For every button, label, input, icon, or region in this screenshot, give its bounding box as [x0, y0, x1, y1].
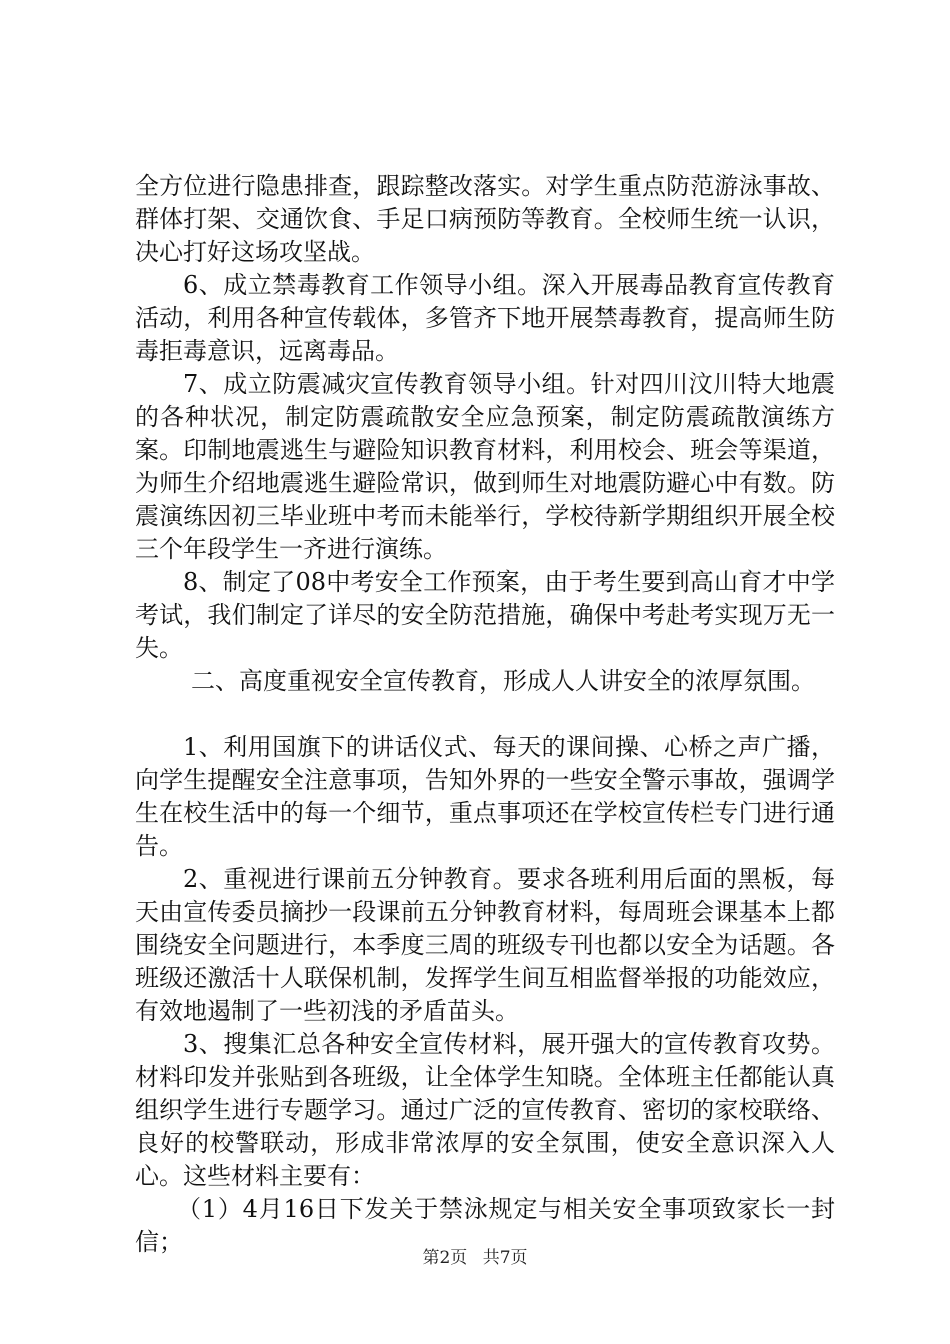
section-heading-2: 二、高度重视安全宣传教育，形成人人讲安全的浓厚氛围。	[191, 667, 815, 695]
document-body	[135, 170, 835, 1259]
page-footer	[0, 1243, 950, 1268]
page-number-total: 共7页	[482, 1248, 528, 1268]
paragraph-item-2: 2、重视进行课前五分钟教育。要求各班利用后面的黑板，每天由宣传委员摘抄一段课前五分钟教育材料，每周班会课基本上都围绕安全问题进行，本季度三周的班级专刊也都以安全为话题。各班级还激活十人联保机制，发挥学生间互相监督举报的功能效应，有效地遏制了一些初浅的矛盾苗头。	[135, 865, 835, 1025]
page-number-current: 第2页	[422, 1248, 468, 1268]
paragraph-continuation: 全方位进行隐患排查，跟踪整改落实。对学生重点防范游泳事故、群体打架、交通饮食、手足口病预防等教育。全校师生统一认识，决心打好这场攻坚战。	[135, 172, 835, 266]
paragraph-item-6: 6、成立禁毒教育工作领导小组。深入开展毒品教育宣传教育活动，利用各种宣传载体，多管齐下地开展禁毒教育，提高师生防毒拒毒意识，远离毒品。	[135, 271, 835, 365]
paragraph-item-8: 8、制定了08中考安全工作预案，由于考生要到高山育才中学考试，我们制定了详尽的安全防范措施，确保中考赴考实现万无一失。	[135, 568, 835, 662]
paragraph-item-7: 7、成立防震减灾宣传教育领导小组。针对四川汶川特大地震的各种状况，制定防震疏散安全应急预案，制定防震疏散演练方案。印制地震逃生与避险知识教育材料，利用校会、班会等渠道，为师生介绍地震逃生避险常识，做到师生对地震防避心中有数。防震演练因初三毕业班中考而未能举行，学校待新学期组织开展全校三个年段学生一齐进行演练。	[135, 370, 835, 563]
paragraph-subitem-1: （1）4月16日下发关于禁泳规定与相关安全事项致家长一封信；	[135, 1195, 835, 1256]
paragraph-item-3: 3、搜集汇总各种安全宣传材料，展开强大的宣传教育攻势。材料印发并张贴到各班级，让全体学生知晓。全体班主任都能认真组织学生进行专题学习。通过广泛的宣传教育、密切的家校联络、良好的校警联动，形成非常浓厚的安全氛围，使安全意识深入人心。这些材料主要有：	[135, 1030, 835, 1190]
paragraph-item-1: 1、利用国旗下的讲话仪式、每天的课间操、心桥之声广播，向学生提醒安全注意事项，告知外界的一些安全警示事故，强调学生在校生活中的每一个细节，重点事项还在学校宣传栏专门进行通告。	[135, 733, 835, 860]
